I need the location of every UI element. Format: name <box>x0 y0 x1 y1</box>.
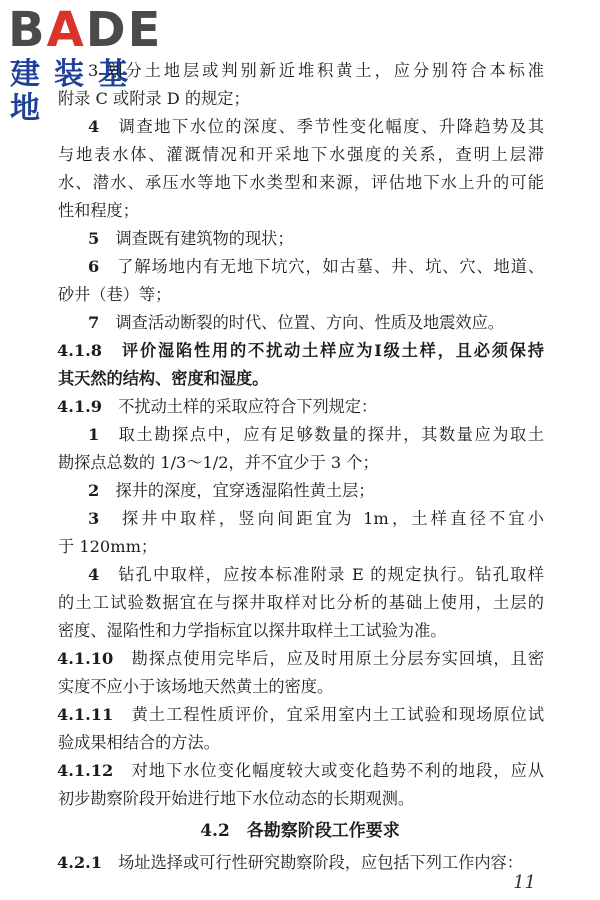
text-line <box>88 506 544 532</box>
clause-number: 4.2.1 <box>57 853 103 872</box>
clause-line <box>57 702 544 728</box>
text-line: 性和程度； <box>58 201 139 220</box>
logo-letter-a: A <box>46 2 86 58</box>
text-line <box>88 114 544 140</box>
text-line: 密度、湿陷性和力学指标宜以探井取样土工试验为准。 <box>58 621 447 640</box>
clause-text: 勘探点使用完毕后，应及时用原土分层夯实回填，且密 <box>131 649 545 668</box>
text-line: 验成果相结合的方法。 <box>58 733 220 752</box>
item-text: 取土勘探点中，应有足够数量的探井，其数量应为取土 <box>118 425 545 444</box>
item-text: 探井的深度，宜穿透湿陷性黄土层； <box>115 481 375 500</box>
clause-number: 4.1.11 <box>57 705 114 724</box>
item-number: 3 <box>88 509 100 528</box>
text-line <box>88 226 544 252</box>
logo-letter-b: B <box>8 2 47 58</box>
clause-line <box>57 850 523 876</box>
text-line: 勘探点总数的 1/3～1/2，并不宜少于 3 个； <box>58 453 379 472</box>
item-text: 了解场地内有无地下坑穴，如古墓、井、坑、穴、地道、 <box>117 257 545 276</box>
logo-cjk-text: 建装基地 <box>10 57 142 126</box>
clause-line <box>57 758 544 784</box>
text-line <box>88 422 544 448</box>
text-line: 初步勘察阶段开始进行地下水位动态的长期观测。 <box>58 789 415 808</box>
clause-line: 其天然的结构、密度和湿度。 <box>58 369 269 388</box>
item-text: 探井中取样，竖向间距宜为 1m，土样直径不宜小 <box>121 509 544 528</box>
text-line: 的土工试验数据宜在与探井取样对比分析的基础上使用，土层的 <box>58 593 544 612</box>
text-line <box>88 562 544 588</box>
clause-line <box>57 394 544 420</box>
clause-text: 场址选择或可行性研究勘察阶段，应包括下列工作内容： <box>118 853 523 872</box>
text-line: 实度不应小于该场地天然黄土的密度。 <box>58 677 334 696</box>
logo-letters-de: DE <box>85 2 163 58</box>
text-line: 水、潜水、承压水等地下水类型和来源，评估地下水上升的可能 <box>58 173 544 192</box>
clause-text: 对地下水位变化幅度较大或变化趋势不利的地段，应从 <box>131 761 545 780</box>
text-line <box>88 478 544 504</box>
item-number: 5 <box>88 229 100 248</box>
item-number: 6 <box>88 257 100 276</box>
text-line <box>88 254 544 280</box>
clause-text: 评价湿陷性用的不扰动土样应为Ⅰ级土样，且必须保持 <box>121 341 544 360</box>
item-number: 4 <box>88 565 100 584</box>
logo-latin-text <box>8 4 162 56</box>
section-number: 4.2 <box>200 821 230 841</box>
item-number: 4 <box>88 117 100 136</box>
clause-line <box>57 646 544 672</box>
clause-number: 4.1.10 <box>57 649 114 668</box>
clause-line <box>57 338 544 364</box>
item-number: 1 <box>88 425 100 444</box>
clause-number: 4.1.12 <box>57 761 114 780</box>
item-text: 调查活动断裂的时代、位置、方向、性质及地震效应。 <box>115 313 504 332</box>
text-line: 附录 C 或附录 D 的规定； <box>58 89 250 108</box>
text-line: 与地表水体、灌溉情况和开采地下水强度的关系，查明上层滞 <box>58 145 544 164</box>
item-text: 调查既有建筑物的现状； <box>115 229 294 248</box>
clause-text: 黄土工程性质评价，宜采用室内土工试验和现场原位试 <box>131 705 545 724</box>
clause-number: 4.1.8 <box>57 341 103 360</box>
text-line: 于 120mm； <box>58 537 158 556</box>
section-heading <box>0 818 600 844</box>
text-line: 3 划分土地层或判别新近堆积黄土，应分别符合本标准 <box>88 61 544 80</box>
section-title-text: 各勘察阶段工作要求 <box>246 821 400 841</box>
page-number: 11 <box>513 872 536 893</box>
text-line: 砂井（巷）等； <box>58 285 172 304</box>
clause-number: 4.1.9 <box>57 397 103 416</box>
item-number: 7 <box>88 313 100 332</box>
clause-text: 不扰动土样的采取应符合下列规定： <box>118 397 378 416</box>
text-line <box>88 310 544 336</box>
item-number: 2 <box>88 481 100 500</box>
item-text: 调查地下水位的深度、季节性变化幅度、升降趋势及其 <box>118 117 545 136</box>
item-text: 钻孔中取样，应按本标准附录 E 的规定执行。钻孔取样 <box>118 565 544 584</box>
